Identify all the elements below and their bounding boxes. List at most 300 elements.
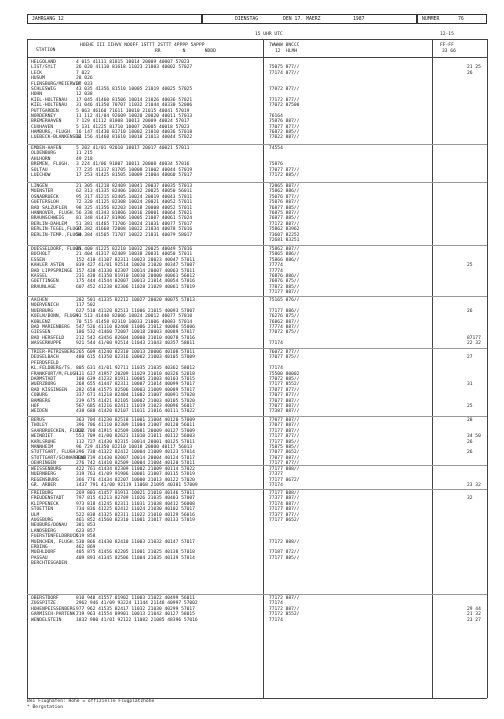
gust-value: 25 <box>467 403 473 409</box>
station-name: STUTTGART/SCHNARRENB <box>31 455 87 461</box>
station-name: BAMBERG <box>31 398 51 404</box>
weather-code: 72065 887// <box>269 184 300 189</box>
weather-code: 75075 877// <box>269 65 300 71</box>
gust-value: 21 32 <box>467 612 481 618</box>
station-name: OEHRINGEN <box>31 461 56 467</box>
station-name: FLENSBURG/MEIERWIK <box>31 81 81 87</box>
section-divider <box>27 594 487 595</box>
right-border <box>487 39 488 698</box>
weather-code: 77177 885// <box>269 439 300 445</box>
station-name: NEUBURG/DONAU <box>31 523 67 529</box>
footnote-airports: Bei Flughäfen: Höhe = offizielle Flugplatzhöhe <box>27 699 155 704</box>
section-divider <box>27 465 487 466</box>
weather-code: 77077 877// <box>269 124 300 130</box>
station-name: HOHENPEISSENBERG <box>31 606 76 612</box>
weather-code: 77174 877// <box>269 70 300 76</box>
weather-code: 75862 83962 <box>269 227 300 233</box>
station-name: OSNABRUECK <box>31 194 59 200</box>
weather-code: 75876 887// <box>269 200 300 206</box>
weather-code: 75876 887// <box>269 119 300 125</box>
weather-code: 77077 877// <box>269 167 300 173</box>
station-name: DUESSELDORF, FLUGH. <box>31 247 84 252</box>
synop-code: 438 688 41420 82107 11011 21016 40111 57022 <box>76 409 195 415</box>
weather-code: 75165 876// <box>269 298 300 303</box>
weather-code: 77377 887// <box>269 496 300 502</box>
station-name: STOETTEN <box>31 507 54 513</box>
weather-code: 72681 83251 <box>269 237 300 243</box>
synop-code: 405 875 41456 82205 11001 21025 40138 57018 <box>76 550 195 556</box>
station-row <box>27 561 487 566</box>
station-name: KIEL-HOLTENAU <box>31 103 67 109</box>
weather-code: 77077 887// <box>269 423 300 429</box>
station-name: ULM <box>31 512 40 518</box>
weather-code: 77077 887// <box>269 418 300 423</box>
gust-value: 26 <box>467 70 473 76</box>
weather-code: 77177 885// <box>269 555 300 561</box>
weather-code: 77172 887// <box>269 221 300 227</box>
weather-code: 76877 885// <box>269 216 300 222</box>
synop-code: 21 305 41218 82409 10041 20037 40035 57013 <box>76 184 193 189</box>
weather-column-header: 7WWWW 8NCCC <box>269 43 300 48</box>
gust-value: 27 <box>467 355 473 361</box>
synop-code: 186 532 41460 72007 10018 20003 40089 57017 <box>76 330 195 336</box>
synop-code: 1437 791 41/00 92119 11068 21095 40381 57009 <box>76 483 198 489</box>
synop-code: 37 382 41668 72008 10022 21034 40078 57016 <box>76 227 193 233</box>
synop-code: 108 639 41232 81911 10005 21003 40103 57015 <box>76 376 195 382</box>
station-row <box>27 618 487 623</box>
station-name: NUERBURG <box>31 308 54 314</box>
station-name: WEIDEN <box>31 409 48 415</box>
synop-code: 81 348 41437 81906 10005 21007 40061 57024 <box>76 216 193 222</box>
station-name: GIESSEN <box>31 330 51 336</box>
synop-code: 12 038 <box>76 92 93 98</box>
weather-code: 75862 886// <box>269 189 300 195</box>
weather-code: 77872 877// <box>269 86 300 92</box>
synop-code: 973 818 41245 82311 11031 21038 40412 56008 <box>76 501 195 507</box>
weather-code: 77174 <box>269 341 283 347</box>
weather-code: 75862 887// <box>269 247 300 252</box>
weather-code: 77774 <box>269 263 283 269</box>
station-section <box>27 467 487 489</box>
weather-code: 77177 887// <box>269 290 300 296</box>
subheader-top-rule <box>27 39 487 40</box>
weather-code: 75500 80002 <box>269 371 300 377</box>
station-name: AACHEN <box>31 298 48 303</box>
weather-code: 77072 87500 <box>269 103 300 109</box>
station-name: SAARBRUECKEN, FLUGH. <box>31 428 87 434</box>
station-name: CUXHAVEN <box>31 124 54 130</box>
synop-code: 96 729 41350 82210 10018 20000 40117 56013 <box>76 444 193 450</box>
gust-value: 29 44 <box>467 606 481 612</box>
station-name: BERLIN-DAHLEM <box>31 221 67 227</box>
station-name: NUERNBERG <box>31 472 56 478</box>
synop-code: 157 430 41330 82307 10014 20007 40063 57011 <box>76 268 195 274</box>
number-box <box>417 14 487 24</box>
synop-code: 91 513 41440 82006 10024 20012 40077 57010 <box>76 314 193 320</box>
station-name: WUERZBURG <box>31 382 56 388</box>
weather-code: 77072 875// <box>269 330 300 336</box>
synop-code: 17 045 41460 81506 10014 21026 40036 57021 <box>76 97 193 103</box>
station-row <box>27 290 487 295</box>
weather-code: 77172 877// <box>269 97 300 103</box>
synop-code: 212 542 43456 82604 10008 21010 40078 57016 <box>76 335 195 341</box>
synop-code: 202 501 41335 82212 10027 20020 40075 57013 <box>76 298 195 303</box>
station-name: FREIBURG <box>31 491 54 496</box>
station-name: REGENSBURG <box>31 477 59 483</box>
weekday: DIENSTAG <box>235 17 259 22</box>
station-row <box>27 135 487 140</box>
weather-code: 77174 887// <box>269 501 300 507</box>
synop-code: 519 858 <box>76 534 96 540</box>
synop-code: 11 215 <box>76 151 93 157</box>
weather-code: 75076 877// <box>269 194 300 200</box>
synop-code: 26 020 41110 81618 11023 21003 40002 57027 <box>76 65 193 71</box>
station-section <box>27 350 487 415</box>
station-name: WASSERKUPPE <box>31 341 62 347</box>
synop-code: 14 156 41460 81610 10010 21013 40044 57022 <box>76 135 193 141</box>
synop-code: 50 384 41565 71707 10022 21031 40079 58017 <box>76 232 193 238</box>
station-name: THOLEY <box>31 423 48 429</box>
date: DEN 17. MAERZ <box>283 17 321 22</box>
synop-code: 530 866 41430 82410 11003 21032 40147 57017 <box>76 539 195 545</box>
station-name: KIEL-HOLTENAU <box>31 97 67 103</box>
station-name: PUTTGARDEN <box>31 108 59 114</box>
gust-value: 25 <box>467 263 473 269</box>
gust-value: 87177 <box>467 335 481 341</box>
synop-code: 62 313 41335 82406 10032 20025 40050 56011 <box>76 189 193 195</box>
station-name: OBERSTDORF <box>31 596 59 601</box>
station-name: SCHLESWIG <box>31 86 56 92</box>
station-name: STUTTGART, FLUGH. <box>31 450 79 456</box>
section-divider <box>27 182 487 183</box>
synop-code: 72 320 41125 82308 10024 20021 40052 57011 <box>76 200 193 206</box>
synop-code: 337 671 41218 82404 11002 21007 40091 57020 <box>76 393 195 399</box>
synop-code: 734 836 41225 82412 11024 21030 40102 57017 <box>76 507 195 513</box>
synop-code: 11 112 41/04 92609 10020 20020 40011 57013 <box>76 113 193 119</box>
synop-code: 462 869 <box>76 544 96 550</box>
weather-code: 77072 885// <box>269 376 300 382</box>
weather-code: 76875 887// <box>269 210 300 216</box>
station-name: ESSEN <box>31 257 45 263</box>
station-name: HUSUM <box>31 76 45 82</box>
time-range: 12-15 <box>440 32 454 37</box>
station-name: KLIPPENECK <box>31 501 59 507</box>
weather-code: 77177 877// <box>269 434 300 440</box>
synop-code: 567 685 41216 82411 11019 21023 40096 56017 <box>76 403 195 409</box>
weather-code: 77172 8552/ <box>269 612 300 618</box>
synop-code: 522 838 41325 82311 11022 21010 40129 56016 <box>76 512 195 518</box>
footnote-mountain-station: * Bergstation <box>27 705 63 710</box>
weather-code: 77077 887// <box>269 403 300 409</box>
weather-code: 75865 886// <box>269 252 300 258</box>
station-name: BAD KISSINGEN <box>31 387 67 393</box>
weather-code: 77177 8552/ <box>269 382 300 388</box>
station-name: GUETERSLOH <box>31 200 59 206</box>
code-column-subheader: RR N NDDD <box>155 49 216 54</box>
weather-code: 77177 8672/ <box>269 477 300 483</box>
station-section <box>27 596 487 623</box>
gust-value: 34 50 <box>467 434 481 440</box>
station-name: KOELN/BONN, FLUGH. <box>31 314 81 320</box>
synop-code: 152 410 41107 82311 10023 20023 40047 57011 <box>76 257 195 263</box>
synop-code: 282 658 41575 82506 10003 21009 40089 57017 <box>76 387 195 393</box>
station-name: GOETTINGEN <box>31 279 59 285</box>
station-name: WEINBIET <box>31 434 54 440</box>
observation-time: 15 UHR UTC <box>255 32 283 37</box>
station-name: PASSAU <box>31 555 48 561</box>
volume-label: JAHRGANG 12 <box>32 17 64 22</box>
synop-code: 7 129 41112 81808 10013 20009 40024 57017 <box>76 119 190 125</box>
station-name: LECK <box>31 70 43 76</box>
synop-code: 31 046 41350 70707 11032 21044 40330 52006 <box>76 103 193 109</box>
section-divider <box>27 348 487 349</box>
synop-code: 43 035 41356 81510 10005 21019 40025 57025 <box>76 86 193 92</box>
synop-code: 111 637 41957 20209 11029 21010 40326 52018 <box>76 371 195 377</box>
date-box <box>202 14 417 24</box>
station-name: MUEHLDORF <box>31 550 56 556</box>
synop-code: 366 776 41434 82207 10000 21013 40122 57020 <box>76 477 195 483</box>
station-name: FREUDENSTADT <box>31 496 65 502</box>
synop-code: 381 853 <box>76 523 96 529</box>
station-name: BERUS <box>31 418 45 423</box>
weather-code: 77174 <box>269 483 283 489</box>
station-name: MUENSTER <box>31 189 54 195</box>
synop-code: 627 510 41120 82513 11006 21015 40093 57007 <box>76 308 195 314</box>
synop-code: 17 253 41425 81505 10009 21004 40060 57017 <box>76 172 193 178</box>
weather-code: 77172 887// <box>269 596 300 601</box>
weather-code: 77174 <box>269 601 283 607</box>
station-name: KARLSRUHE <box>31 439 56 445</box>
station-name: LUEBECK-BLANKENSEE <box>31 135 81 141</box>
station-section <box>27 184 487 243</box>
synop-code: 16 147 41430 81710 10002 21010 40036 57018 <box>76 130 193 136</box>
station-name: KOBLENZ <box>31 319 51 325</box>
gust-value: 22 32 <box>467 341 481 347</box>
station-name: OLDENBURG <box>31 151 56 157</box>
weather-code: 77177 8652/ <box>269 517 300 523</box>
weather-code: 77177 887// <box>269 507 300 513</box>
number-label: NUMMER <box>422 17 440 22</box>
station-name: HAMBURG, FLUGH. <box>31 130 73 136</box>
weather-code: 76872 885// <box>269 130 300 136</box>
station-name: FUERSTENFELDBRUCK <box>31 534 79 540</box>
weather-code: 77377 877// <box>269 512 300 518</box>
synop-code: 977 962 41535 82417 11032 21030 40299 57017 <box>76 606 195 612</box>
code-column-header: HOEHE III IIHVV NOOFF 1STTT 2STTT 4PPPP 5APPP <box>80 43 205 48</box>
station-name: MANNHEIM <box>31 444 54 450</box>
station-name: PFERDSFELD <box>31 360 59 366</box>
weather-column-subheader: 12 HLMH <box>275 49 298 54</box>
station-row <box>27 409 487 414</box>
station-name: HELGOLAND <box>31 60 56 65</box>
synop-code: 239 675 41421 82105 10002 21003 40105 57020 <box>76 398 195 404</box>
weather-code: 77022 887// <box>269 135 300 141</box>
synop-code: 27 033 <box>76 81 93 87</box>
section-divider <box>27 296 487 297</box>
section-divider <box>27 416 487 417</box>
station-name: EMDEN-HAFEN <box>31 146 62 151</box>
synop-code: 461 852 41560 82310 11001 21017 40133 57019 <box>76 517 195 523</box>
station-name: BERLIN-TEMP.,FLUGH. <box>31 232 84 238</box>
gust-value: 26 <box>467 439 473 445</box>
weather-code: 76876 886// <box>269 273 300 279</box>
weather-code: 77387 887// <box>269 409 300 415</box>
station-name: HOF <box>31 403 40 409</box>
station-name: LINGEN <box>31 184 48 189</box>
station-section <box>27 146 487 178</box>
station-name: AUGSBURG <box>31 517 54 523</box>
station-name: DEUSELBACH <box>31 355 59 361</box>
synop-code: 409 893 41345 82506 11004 21035 40139 57014 <box>76 555 195 561</box>
weather-code: 76072 877// <box>269 350 300 355</box>
station-column-header: STATION <box>36 48 56 53</box>
weather-code: 77077 8652/ <box>269 450 300 456</box>
weather-code: 77077 877// <box>269 387 300 393</box>
station-row <box>27 341 487 346</box>
synop-code: 49 218 <box>76 156 93 162</box>
weather-code: 76276 875// <box>269 314 300 320</box>
station-name: LANDSBERG <box>31 528 56 534</box>
year: 1987 <box>353 17 365 22</box>
weather-code: 76876 875// <box>269 279 300 285</box>
weather-code: 76862 887// <box>269 319 300 325</box>
synop-code: 921 544 41/00 92514 11043 21043 40357 58011 <box>76 341 195 347</box>
station-name: BAD SALZUFLEN <box>31 205 67 211</box>
station-name: KASSEL <box>31 273 48 279</box>
section-divider <box>27 489 487 490</box>
station-section <box>27 60 487 141</box>
synop-code: 5 063 46160 71611 10010 21015 40041 57019 <box>76 108 190 114</box>
synop-code: 623 857 <box>76 528 96 534</box>
gust-value: 32 <box>467 496 473 502</box>
station-name: BRAUNSCHWEIG <box>31 216 65 222</box>
station-name: WENDELSTEIN <box>31 617 62 623</box>
weather-code: 77177 887// <box>269 428 300 434</box>
synop-code: 4 015 41111 81815 10014 20009 40007 57023 <box>76 60 190 65</box>
weather-code: 77174 <box>269 366 283 372</box>
synop-code: 396 706 41110 82309 11004 21007 40120 56011 <box>76 423 195 429</box>
weather-code: 77077 887// <box>269 398 300 404</box>
synop-code: 322 708 41915 82509 10001 20009 40127 57009 <box>76 428 195 434</box>
synop-code: 21 404 41317 82409 10038 20031 40050 57011 <box>76 252 193 258</box>
synop-code: 363 704 41230 82518 11001 21004 40120 57009 <box>76 418 195 423</box>
station-name: BAD MARIENBERG <box>31 324 70 330</box>
station-name: NOERVENICH <box>31 303 59 309</box>
station-row <box>27 238 487 243</box>
weather-code: 77774 887// <box>269 324 300 330</box>
synop-code: 112 727 41430 82315 10014 20001 40125 57011 <box>76 439 195 445</box>
station-name: WEISSENBURG <box>31 467 62 472</box>
gust-value: 26 <box>467 308 473 314</box>
weather-code: 77187 872// <box>269 550 300 556</box>
synop-code: 45 400 41225 82210 10032 20025 40049 57016 <box>76 247 193 252</box>
station-name: HANNOVER, FLUGH. <box>31 210 76 216</box>
weather-code: 77177 888// <box>269 467 300 472</box>
synop-code: 175 444 41544 82007 10013 21014 40054 57016 <box>76 279 195 285</box>
station-name: KL.FELDBERG/TS. <box>31 366 73 372</box>
synop-code: 553 709 41/00 82623 11010 21011 40112 56003 <box>76 434 195 440</box>
weather-code: 77177 877// <box>269 461 300 467</box>
synop-code: 3 224 41/06 91807 10011 20008 40034 57016 <box>76 162 190 168</box>
weather-code: 77077 877// <box>269 393 300 399</box>
synop-code: 839 427 41/01 92514 10020 21020 40347 57007 <box>76 263 195 269</box>
station-section <box>27 298 487 347</box>
gust-value: 28 <box>467 418 473 423</box>
synop-code: 5 131 41225 81710 10007 20005 40018 57023 <box>76 124 190 130</box>
synop-code: 5 202 41/01 92010 10017 20017 40021 57011 <box>76 146 190 151</box>
report-header <box>27 14 487 24</box>
synop-code: 422 761 41434 82309 11002 21009 40114 57022 <box>76 467 195 472</box>
station-name: GARMISCH-PARTENK. <box>31 612 79 618</box>
station-name: COBURG <box>31 393 48 399</box>
station-name: FRANKFURT/M,FLUGH. <box>31 371 81 377</box>
synop-code: 95 317 41215 82405 10024 20019 40043 57011 <box>76 194 193 200</box>
synop-code: 56 338 41343 81806 10016 20001 40064 57021 <box>76 210 193 216</box>
station-name: AHLHORN <box>31 156 51 162</box>
station-name: BREMEN, FLUGH. <box>31 162 70 168</box>
station-section <box>27 491 487 566</box>
synop-code: 268 655 41447 82311 10007 21014 40099 57017 <box>76 382 195 388</box>
synop-code: 231 438 41350 81910 10010 20000 40061 56012 <box>76 273 195 279</box>
section-divider <box>27 144 487 145</box>
weather-code: 77177 888// <box>269 491 300 496</box>
weather-code: 77172 885// <box>269 172 300 178</box>
gust-value: 23 32 <box>467 483 481 489</box>
weather-code: 73607 82252 <box>269 232 300 238</box>
synop-code: 314 739 41430 82007 10014 20004 40124 57017 <box>76 455 195 461</box>
synop-code: 719 963 41554 89901 10013 21042 40127 58015 <box>76 612 195 618</box>
synop-code: 51 381 41465 71706 10024 21031 40077 57017 <box>76 221 193 227</box>
volume-box <box>27 14 202 24</box>
synop-code: 70 515 41458 82310 10033 21006 40083 57014 <box>76 319 193 325</box>
synop-code: 547 526 41110 82408 11006 21012 40086 55006 <box>76 324 195 330</box>
section-divider <box>27 245 487 246</box>
gust-value: 26 <box>467 450 473 456</box>
weather-code: 76164 <box>269 113 283 119</box>
station-name: HOHN <box>31 92 43 98</box>
synop-code: 607 452 41238 82306 11028 21029 40061 57019 <box>76 284 195 290</box>
weather-code: 75866 886// <box>269 257 300 263</box>
station-name: BOCHOLT <box>31 252 51 258</box>
gust-value: 23 27 <box>467 617 481 623</box>
synop-code: 480 615 41350 82316 10002 21003 40105 57009 <box>76 355 195 361</box>
station-name: ERDING <box>31 544 48 550</box>
station-name: GR. ARBER <box>31 483 56 489</box>
station-name: MUENCHEN, FLUGH. <box>31 539 76 545</box>
gust-column-subheader: 33 66 <box>442 49 456 54</box>
weather-code: 77174 <box>269 617 283 623</box>
synop-code: 396 738 41322 82412 10004 21009 40123 57014 <box>76 450 195 456</box>
synop-code: 797 815 41213 82709 11026 21035 40403 57007 <box>76 496 195 502</box>
synop-code: 7 022 <box>76 70 90 76</box>
station-name: BERLIN-TEGEL,FLUGH. <box>31 227 84 233</box>
synop-code: 77 235 41317 81705 10008 21002 40044 57019 <box>76 167 193 173</box>
gust-value: 21 25 <box>467 65 481 71</box>
station-name: TRIER-PETRISBERG <box>31 350 76 355</box>
station-row <box>27 483 487 488</box>
weather-code: 74554 <box>269 146 283 151</box>
weather-code: 75875 885// <box>269 444 300 450</box>
station-name: ZUGSPITZE <box>31 601 56 607</box>
station-name: BAD LIPPSPRINGE <box>31 268 73 274</box>
weather-code: 77172 888// <box>269 539 300 545</box>
synop-code: 319 763 41/09 91906 10001 21007 40115 57019 <box>76 472 195 478</box>
weather-code: 75876 <box>269 162 283 168</box>
synop-code: 1832 980 41/01 92122 11082 21085 48396 57016 <box>76 617 198 623</box>
synop-code: 805 631 41/01 92711 11035 21035 40362 58012 <box>76 366 195 372</box>
synop-code: 28 026 <box>76 76 93 82</box>
station-name: BERCHTESGADEN <box>31 561 67 567</box>
